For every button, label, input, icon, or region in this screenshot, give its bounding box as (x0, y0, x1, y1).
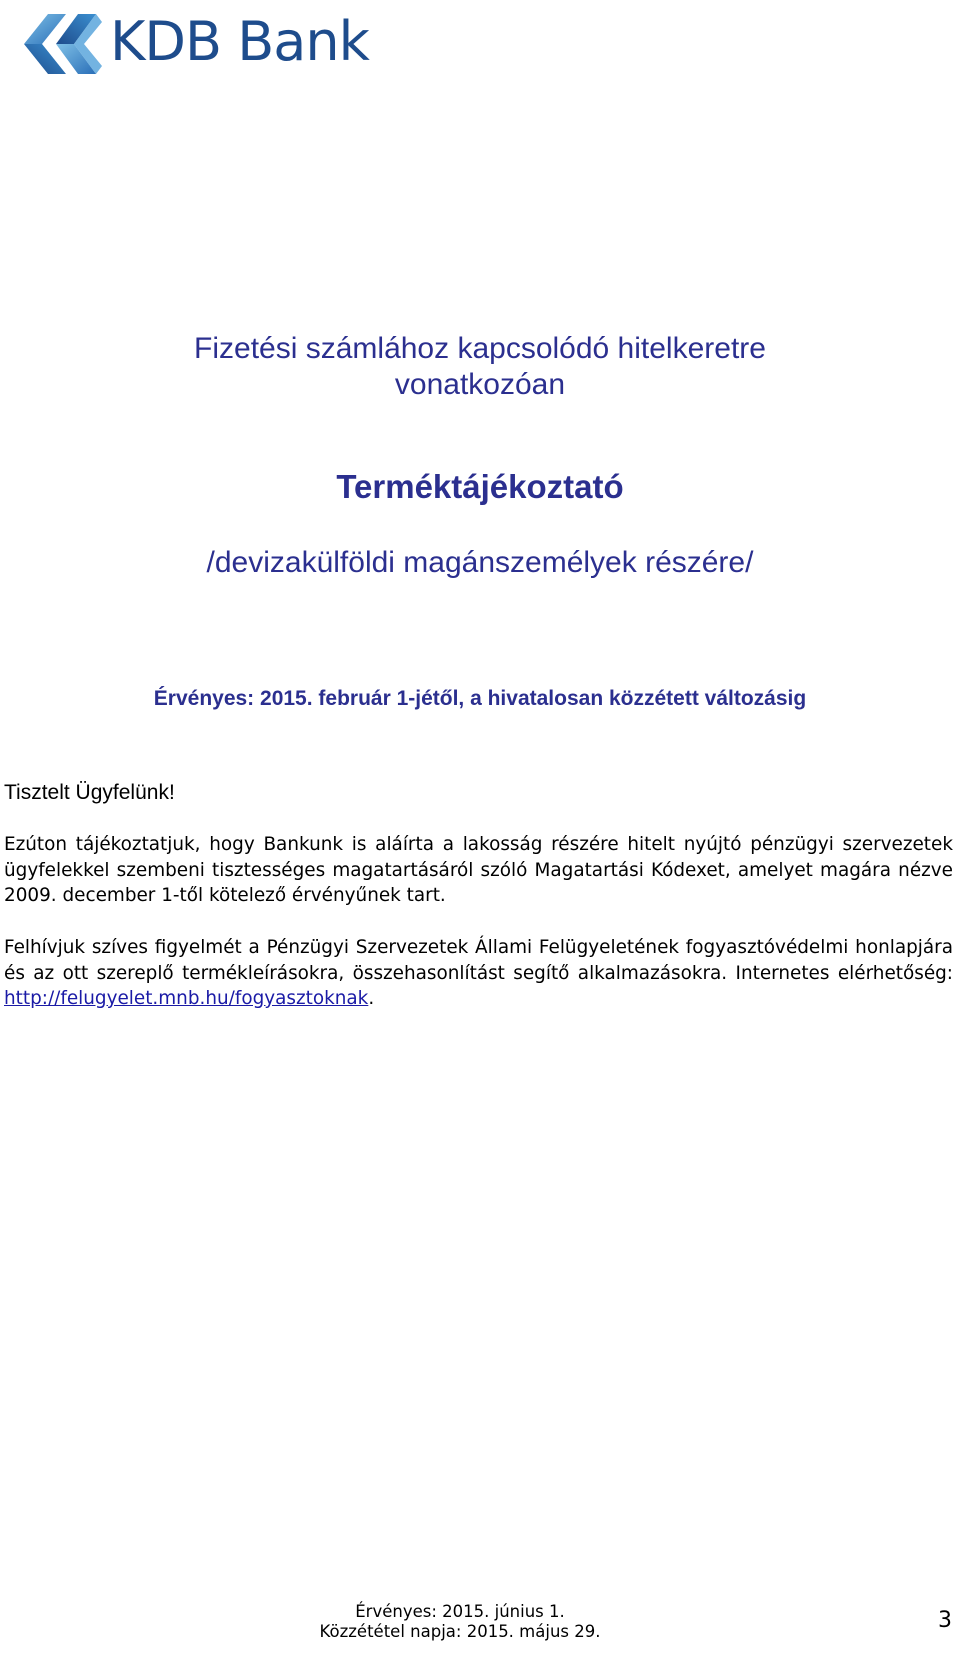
footer-published-date: Közzététel napja: 2015. május 29. (319, 1622, 601, 1641)
validity-statement: Érvényes: 2015. február 1-jétől, a hivatalosan közzétett változásig (153, 687, 807, 710)
paragraph-supervisory-info (4, 935, 953, 1012)
audience-note: /devizakülföldi magánszemélyek részére/ (206, 546, 754, 579)
document-subtitle (0, 331, 960, 403)
kdb-logo-mark-icon (22, 8, 104, 80)
logo-wordmark: KDB Bank (110, 10, 369, 73)
paragraph-code-of-conduct: Ezúton tájékoztatjuk, hogy Bankunk is aláírta a lakosság részére hitelt nyújtó pénzügyi szervezetek ügyfelekkel szembeni tisztességes magatartásáról szóló Magatartási Kódexet, amelyet magára nézve 2009. december 1-től kötelező érvényűnek tart. (4, 834, 953, 906)
page-footer (0, 1602, 920, 1642)
mnb-consumer-link[interactable]: http://felugyelet.mnb.hu/fogyasztoknak (4, 988, 369, 1009)
kdb-bank-logo (22, 8, 442, 80)
subtitle-line-1: Fizetési számlához kapcsolódó hitelkeretre (194, 332, 766, 365)
greeting: Tisztelt Ügyfelünk! (4, 781, 175, 804)
paragraph-end: . (368, 988, 375, 1009)
page-number: 3 (938, 1608, 952, 1633)
footer-valid-date: Érvényes: 2015. június 1. (355, 1602, 565, 1621)
document-title: Terméktájékoztató (336, 468, 624, 505)
paragraph-text: Felhívjuk szíves figyelmét a Pénzügyi Szervezetek Állami Felügyeletének fogyasztóvédelmi honlapjára és az ott szereplő termékleírásokra, összehasonlítást segítő alkalmazásokra. Internetes elérhetőség: (4, 937, 953, 984)
subtitle-line-2: vonatkozóan (394, 368, 566, 401)
